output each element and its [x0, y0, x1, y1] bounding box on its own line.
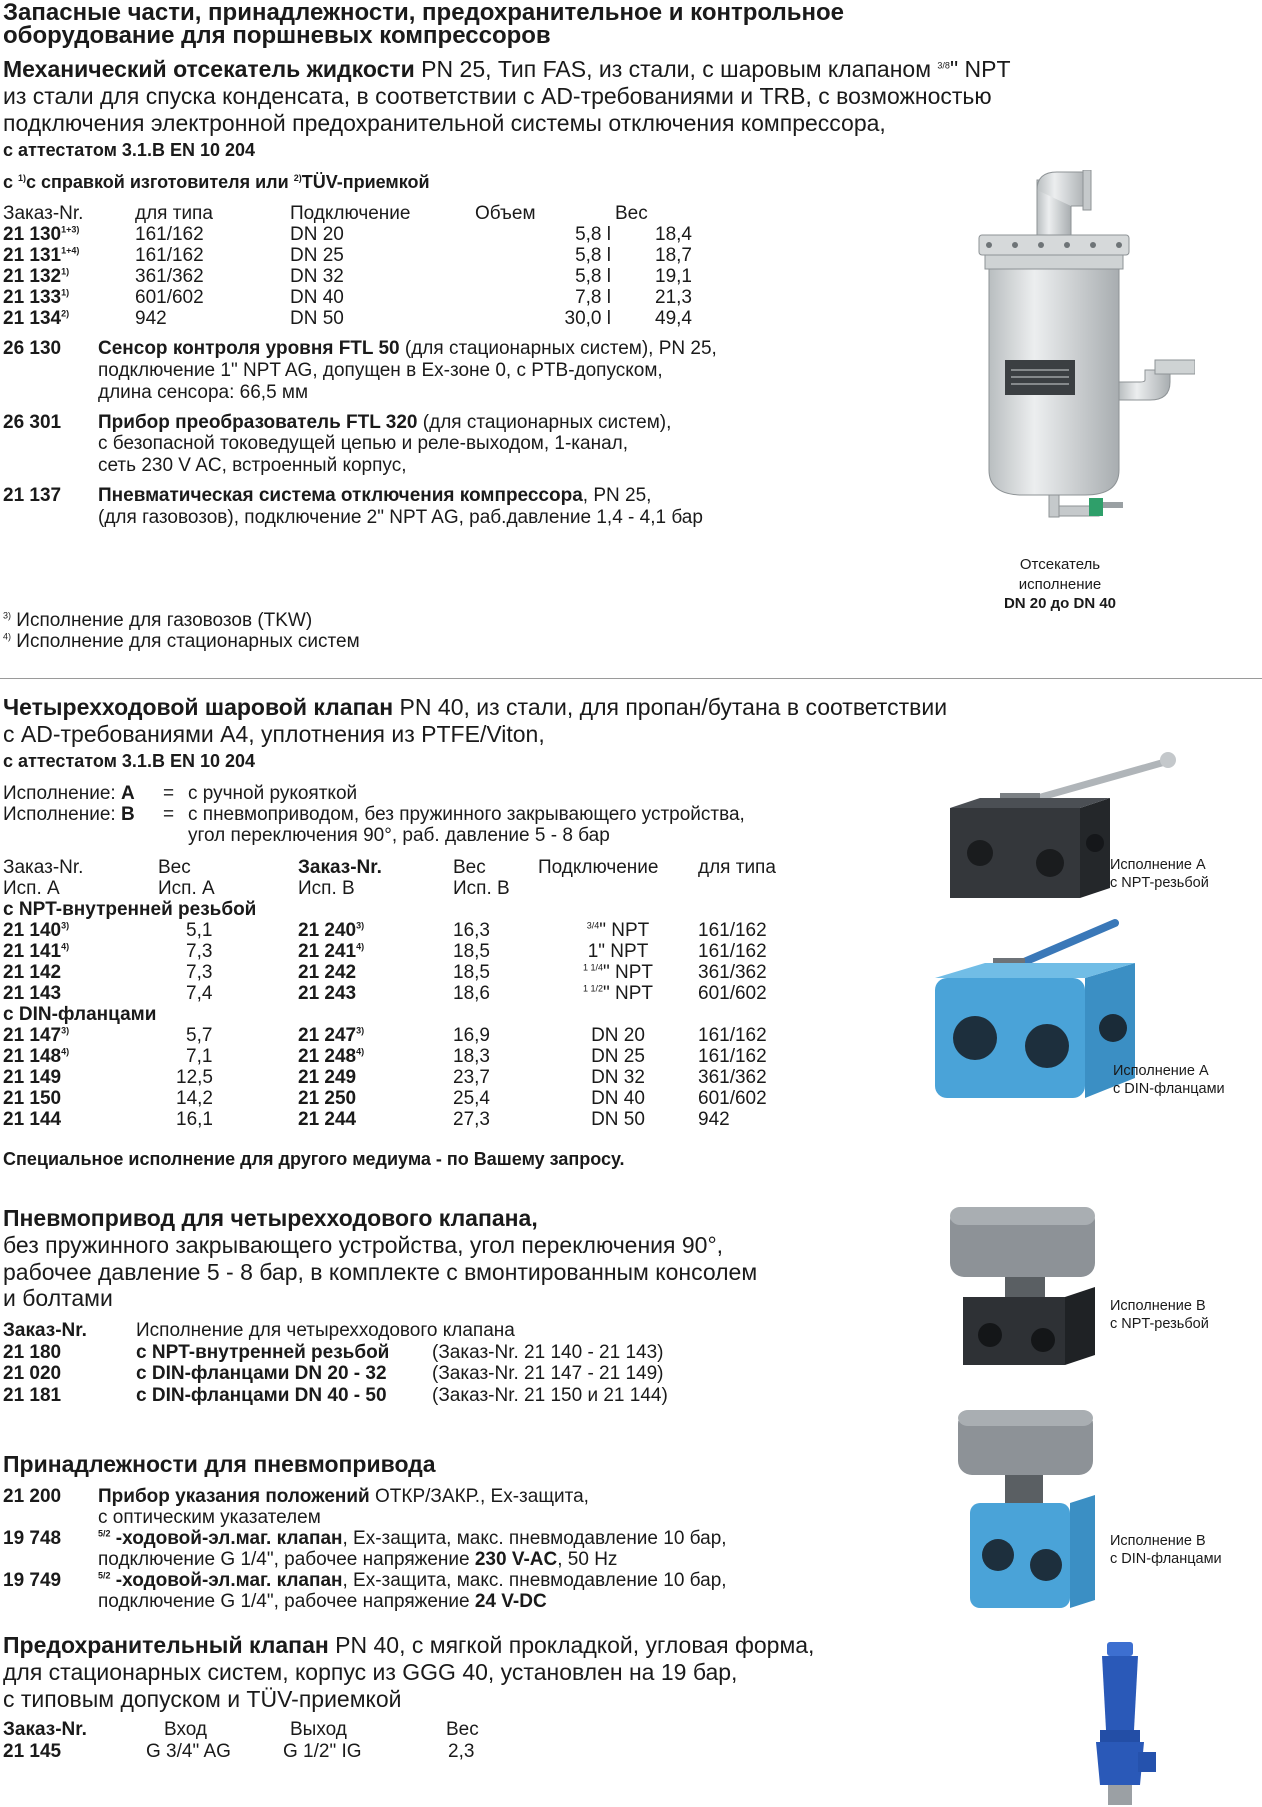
page-title-line1: Запасные части, принадлежности, предохранительное и контрольное: [3, 0, 844, 26]
table-row: [3, 224, 695, 245]
actuator-desc-l4: и болтами: [3, 1285, 113, 1311]
actuator-ref: (Заказ-Nr. 21 150 и 21 144): [432, 1385, 668, 1406]
type-cell: 161/162: [698, 1046, 767, 1067]
order-nr-a: 21 149: [3, 1067, 62, 1088]
order-nr-b: 21 242: [298, 962, 357, 983]
connection-cell: DN 20: [591, 1025, 645, 1046]
safety-valve-photo: [1080, 1640, 1160, 1807]
table-row: [3, 920, 798, 941]
caption-line: с NPT-резьбой: [1110, 875, 1209, 892]
order-nr: 21 $131^{1+4)}$: [3, 245, 80, 266]
table-row: [3, 287, 695, 308]
connection-cell: DN 50: [290, 308, 344, 329]
exec-b-text2: угол переключения 90°, раб. давление 5 - 8 бар: [188, 825, 610, 846]
volume-cell: 5,8 l: [575, 245, 611, 266]
actuator-header-desc: Исполнение для четырехходового клапана: [136, 1320, 515, 1341]
valve-desc-line2: с AD-требованиями A4, уплотнения из PTFE/Viton,: [3, 721, 545, 747]
connection-cell: DN 40: [290, 287, 344, 308]
header-volume: Объем: [475, 203, 536, 224]
connection-cell: DN 32: [290, 266, 344, 287]
exec-b-line: Исполнение: B: [3, 804, 135, 825]
caption-a-din: [1113, 1062, 1225, 1098]
acc-nr: 19 748: [3, 1528, 62, 1549]
weight-a: 12,5: [176, 1067, 213, 1088]
table-row: [3, 308, 695, 329]
table-row: [3, 941, 798, 962]
safety-header-in: Вход: [164, 1719, 207, 1740]
header-order-nr-a: Заказ-Nr.: [3, 857, 84, 878]
order-nr-b: 21 250: [298, 1088, 357, 1109]
subheader-cell: Исп. B: [298, 878, 355, 899]
order-nr-b: 21 244: [298, 1109, 357, 1130]
order-nr-a: 21 141$^{4)}$: [3, 941, 70, 962]
type-cell: 361/362: [698, 1067, 767, 1088]
weight-cell: 18,7: [655, 245, 692, 266]
caption-line: DN 20 до DN 40: [1003, 595, 1117, 612]
valve-cert: с аттестатом 3.1.B EN 10 204: [3, 751, 255, 771]
safety-desc-l3: с типовым допуском и TÜV-приемкой: [3, 1686, 402, 1712]
actuator-desc-l2: без пружинного закрывающего устройства, угол переключения 90°,: [3, 1232, 724, 1258]
type-cell: 361/362: [698, 962, 767, 983]
weight-a: 7,3: [186, 941, 213, 962]
group-row: [3, 899, 798, 920]
actuator-nr: 21 180: [3, 1342, 62, 1363]
weight-a: 5,1: [186, 920, 213, 941]
header-weight: Вес: [615, 203, 648, 224]
order-nr-a: 21 144: [3, 1109, 62, 1130]
safety-nr: 21 145: [3, 1741, 62, 1762]
order-nr: 21 132$^{1)}$: [3, 266, 70, 287]
caption-line: Исполнение B: [1110, 1533, 1206, 1549]
item-nr-26301: 26 301: [3, 412, 62, 433]
order-nr-b: 21 240$^{3)}$: [298, 920, 365, 941]
table-row: [3, 1025, 798, 1046]
item-desc-26301-l2: с безопасной токоведущей цепью и реле-выходом, 1-канал,: [98, 433, 629, 454]
order-nr-a: 21 140$^{3)}$: [3, 920, 70, 941]
weight-b: 18,5: [453, 941, 490, 962]
type-cell: 601/602: [698, 983, 767, 1004]
order-nr-a: 21 148$^{4)}$: [3, 1046, 70, 1067]
accessories-title: Принадлежности для пневмопривода: [3, 1451, 436, 1477]
table-row: [3, 983, 798, 1004]
group-label-npt: с NPT-внутренней резьбой: [3, 899, 257, 920]
page-title-line2: оборудование для поршневых компрессоров: [3, 22, 551, 49]
weight-b: 27,3: [453, 1109, 490, 1130]
acc-nr: 19 749: [3, 1570, 62, 1591]
actuator-ref: (Заказ-Nr. 21 140 - 21 143): [432, 1342, 664, 1363]
caption-a-npt: [1110, 856, 1209, 892]
caption-line: Исполнение A: [1110, 857, 1206, 873]
fas-caption: [980, 555, 1140, 614]
caption-line: исполнение: [1018, 575, 1102, 593]
fas-note: с $^{1)}$с справкой изготовителя или $^{2)}$TÜV-приемкой: [3, 172, 430, 192]
safety-desc-l2: для стационарных систем, корпус из GGG 40, установлен на 19 бар,: [3, 1659, 738, 1685]
caption-b-din: [1110, 1532, 1222, 1568]
caption-line: с DIN-фланцами: [1113, 1081, 1225, 1098]
weight-b: 18,6: [453, 983, 490, 1004]
table-row: [3, 1067, 798, 1088]
acc-nr: 21 200: [3, 1486, 62, 1507]
connection-cell: 1" NPT: [587, 941, 649, 962]
order-nr-b: 21 241$^{4)}$: [298, 941, 365, 962]
actuator-desc: с NPT-внутренней резьбой: [136, 1342, 390, 1363]
weight-a: 7,3: [186, 962, 213, 983]
footnote-4: $^{4)}$ Исполнение для стационарных систем: [3, 631, 360, 652]
item-desc-26130-l3: длина сенсора: 66,5 мм: [98, 382, 309, 403]
item-desc-21137: Пневматическая система отключения компрессора, PN 25,: [98, 485, 652, 506]
actuator-desc: с DIN-фланцами DN 20 - 32: [136, 1363, 387, 1384]
actuator-b-din-photo: [950, 1405, 1100, 1620]
weight-cell: 18,4: [655, 224, 692, 245]
actuator-desc: с DIN-фланцами DN 40 - 50: [136, 1385, 387, 1406]
volume-cell: 7,8 l: [575, 287, 611, 308]
order-nr-b: 21 243: [298, 983, 357, 1004]
type-cell: 161/162: [698, 920, 767, 941]
order-nr: 21 133$^{1)}$: [3, 287, 70, 308]
header-order-nr-b: Заказ-Nr.: [298, 857, 382, 878]
exec-a-eq: =: [163, 783, 175, 804]
exec-a-text: с ручной рукояткой: [188, 783, 358, 804]
caption-line: Отсекатель: [1019, 556, 1101, 573]
item-desc-26130: Сенсор контроля уровня FTL 50 (для стационарных систем), PN 25,: [98, 338, 717, 359]
connection-cell: DN 25: [591, 1046, 645, 1067]
connection-cell: DN 50: [591, 1109, 645, 1130]
section-separator: [0, 678, 1262, 679]
group-label-din: с DIN-фланцами: [3, 1004, 157, 1025]
fas-desc-line3: подключения электронной предохранительной системы отключения компрессора,: [3, 110, 886, 136]
type-cell: 161/162: [698, 941, 767, 962]
header-order-nr: Заказ-Nr.: [3, 203, 84, 224]
acc-desc-l2: с оптическим указателем: [98, 1507, 321, 1528]
safety-header-weight: Вес: [446, 1719, 479, 1740]
connection-cell: DN 32: [591, 1067, 645, 1088]
safety-title: Предохранительный клапан PN 40, с мягкой прокладкой, угловая форма,: [3, 1632, 815, 1658]
weight-a: 14,2: [176, 1088, 213, 1109]
table-header: [3, 857, 798, 878]
volume-cell: 30,0 l: [564, 308, 611, 329]
type-cell: 161/162: [135, 224, 204, 245]
acc-desc: $^{5/2}$ -ходовой-эл.маг. клапан, Ex-защита, макс. пневмодавление 10 бар,: [98, 1570, 727, 1591]
connection-cell: $^{3/4}$" NPT: [586, 920, 650, 941]
table-row: [3, 245, 695, 266]
safety-out: G 1/2" IG: [283, 1741, 362, 1762]
item-desc-26301-l3: сеть 230 V AC, встроенный корпус,: [98, 455, 407, 476]
acc-desc-l2: подключение G 1/4", рабочее напряжение 24 V-DC: [98, 1591, 547, 1612]
weight-cell: 19,1: [655, 266, 692, 287]
type-cell: 942: [698, 1109, 730, 1130]
actuator-desc-l3: рабочее давление 5 - 8 бар, в комплекте с вмонтированным консолем: [3, 1259, 758, 1285]
connection-cell: DN 20: [290, 224, 344, 245]
acc-desc: Прибор указания положений ОТКР/ЗАКР., Ex-защита,: [98, 1486, 589, 1507]
order-nr-b: 21 249: [298, 1067, 357, 1088]
connection-cell: $^{1 1/4}$" NPT: [582, 962, 654, 983]
caption-line: Исполнение A: [1113, 1063, 1209, 1079]
type-cell: 161/162: [698, 1025, 767, 1046]
fas-title: Механический отсекатель жидкости PN 25, Тип FAS, из стали, с шаровым клапаном $^{3/8}$" NPT: [3, 56, 1011, 82]
header-weight-b: Вес: [453, 857, 486, 878]
acc-desc: $^{5/2}$ -ходовой-эл.маг. клапан, Ex-защита, макс. пневмодавление 10 бар,: [98, 1528, 727, 1549]
connection-cell: DN 40: [591, 1088, 645, 1109]
weight-b: 25,4: [453, 1088, 490, 1109]
table-header: [3, 203, 695, 224]
weight-a: 5,7: [186, 1025, 213, 1046]
subheader-cell: Исп. B: [453, 878, 510, 899]
weight-a: 7,1: [186, 1046, 213, 1067]
table-row: [3, 1088, 798, 1109]
caption-line: с DIN-фланцами: [1110, 1551, 1222, 1568]
header-weight-a: Вес: [158, 857, 191, 878]
header-connection: Подключение: [538, 857, 659, 878]
weight-b: 18,3: [453, 1046, 490, 1067]
valve-table: [3, 857, 798, 1130]
type-cell: 161/162: [135, 245, 204, 266]
safety-in: G 3/4" AG: [146, 1741, 231, 1762]
order-nr: 21 134$^{2)}$: [3, 308, 70, 329]
table-row: [3, 1046, 798, 1067]
actuator-nr: 21 020: [3, 1363, 62, 1384]
weight-b: 23,7: [453, 1067, 490, 1088]
table-subheader: [3, 878, 798, 899]
order-nr-a: 21 147$^{3)}$: [3, 1025, 70, 1046]
caption-line: Исполнение B: [1110, 1298, 1206, 1314]
table-row: [3, 962, 798, 983]
separator-tank-photo: [975, 170, 1195, 530]
subheader-cell: Исп. A: [3, 878, 60, 899]
group-row: [3, 1004, 798, 1025]
exec-a-line: Исполнение: A: [3, 783, 135, 804]
weight-a: 7,4: [186, 983, 213, 1004]
header-type: для типа: [698, 857, 776, 878]
connection-cell: $^{1 1/2}$" NPT: [582, 983, 654, 1004]
order-nr-a: 21 150: [3, 1088, 62, 1109]
safety-weight: 2,3: [448, 1741, 475, 1762]
volume-cell: 5,8 l: [575, 266, 611, 287]
weight-b: 16,3: [453, 920, 490, 941]
order-nr-b: 21 248$^{4)}$: [298, 1046, 365, 1067]
actuator-ref: (Заказ-Nr. 21 147 - 21 149): [432, 1363, 664, 1384]
special-execution-note: Специальное исполнение для другого медиума - по Вашему запросу.: [3, 1149, 625, 1169]
order-nr-b: 21 247$^{3)}$: [298, 1025, 365, 1046]
caption-b-npt: [1110, 1297, 1209, 1333]
actuator-header-nr: Заказ-Nr.: [3, 1320, 87, 1341]
weight-a: 16,1: [176, 1109, 213, 1130]
order-nr-a: 21 143: [3, 983, 62, 1004]
header-type: для типа: [135, 203, 213, 224]
fas-cert: с аттестатом 3.1.B EN 10 204: [3, 140, 255, 160]
caption-line: с NPT-резьбой: [1110, 1316, 1209, 1333]
weight-b: 16,9: [453, 1025, 490, 1046]
weight-cell: 21,3: [655, 287, 692, 308]
footnote-3: $^{3)}$ Исполнение для газовозов (TKW): [3, 610, 313, 631]
weight-cell: 49,4: [655, 308, 692, 329]
weight-b: 18,5: [453, 962, 490, 983]
header-connection: Подключение: [290, 203, 411, 224]
table-row: [3, 1109, 798, 1130]
actuator-b-npt-photo: [945, 1195, 1105, 1385]
actuator-title: Пневмопривод для четырехходового клапана,: [3, 1205, 538, 1231]
type-cell: 601/602: [698, 1088, 767, 1109]
item-nr-21137: 21 137: [3, 485, 62, 506]
order-nr-a: 21 142: [3, 962, 62, 983]
valve-title: Четырехходовой шаровой клапан PN 40, из стали, для пропан/бутана в соответствии: [3, 694, 948, 720]
connection-cell: DN 25: [290, 245, 344, 266]
actuator-nr: 21 181: [3, 1385, 62, 1406]
safety-header-nr: Заказ-Nr.: [3, 1719, 87, 1740]
exec-b-eq: =: [163, 804, 175, 825]
safety-header-out: Выход: [290, 1719, 347, 1740]
type-cell: 601/602: [135, 287, 204, 308]
table-row: [3, 266, 695, 287]
item-desc-26301: Прибор преобразователь FTL 320 (для стационарных систем),: [98, 412, 672, 433]
acc-desc-l2: подключение G 1/4", рабочее напряжение 230 V-AC, 50 Hz: [98, 1549, 618, 1570]
fas-desc-line2: из стали для спуска конденсата, в соответствии с AD-требованиями и TRB, с возможностью: [3, 83, 992, 109]
volume-cell: 5,8 l: [575, 224, 611, 245]
item-desc-26130-l2: подключение 1" NPT AG, допущен в Ex-зоне 0, с PTB-допуском,: [98, 360, 663, 381]
fas-table: [3, 203, 695, 329]
type-cell: 361/362: [135, 266, 204, 287]
item-desc-21137-l2: (для газовозов), подключение 2" NPT AG, раб.давление 1,4 - 4,1 бар: [98, 507, 703, 528]
item-nr-26130: 26 130: [3, 338, 62, 359]
order-nr: 21 $130^{1+3)}$: [3, 224, 80, 245]
exec-b-text: с пневмоприводом, без пружинного закрывающего устройства,: [188, 804, 745, 825]
subheader-cell: Исп. A: [158, 878, 215, 899]
type-cell: 942: [135, 308, 167, 329]
